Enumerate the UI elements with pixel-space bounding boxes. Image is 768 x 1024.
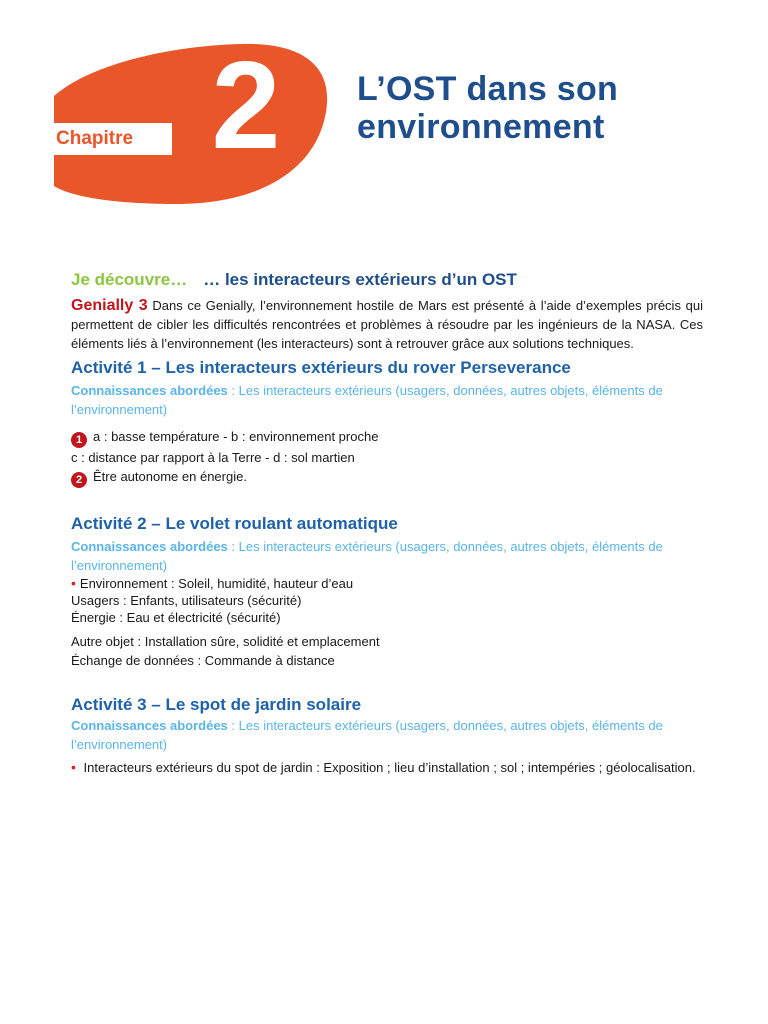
activity-1-knowledge [71,381,703,419]
main-content [71,268,703,777]
activity-2-line-3: Énergie : Eau et électricité (sécurité) [71,610,281,625]
number-badge-2: 2 [71,472,87,488]
chapter-title-line2: environnement [357,108,605,146]
activity-1-line-2: c : distance par rapport à la Terre - d : sol martien [71,450,355,465]
chapter-number: 2 [211,37,281,175]
activity-1-line-1-text: a : basse température - b : environnement proche [93,429,379,444]
discover-subtitle: … les interacteurs extérieurs d’un OST [203,270,517,289]
chapter-label: Chapitre [52,123,172,155]
activity-1-line-1 [71,427,703,448]
activity-3 [71,694,703,777]
discover-label: Je découvre… [71,270,188,289]
activity-3-knowledge [71,716,703,754]
activity-3-knowledge-text: : Les interacteurs extérieurs (usagers, données, autres objets, éléments de l’environnement) [71,718,663,752]
intro-text: Dans ce Genially, l’environnement hostile de Mars est présenté à l’aide d’exemples précis qui permettent de cibler les difficultés rencontrées et problèmes à résoudre par les ingénieurs de la NASA. Ces éléments liés à l’environnement (les interacteurs) sont à retrouver grâce aux solutions techniques. [71,298,703,351]
activity-2-knowledge-text: : Les interacteurs extérieurs (usagers, données, autres objets, éléments de l’environnement) [71,539,663,573]
activity-2-line-4: Autre objet : Installation sûre, solidité et emplacement [71,634,380,649]
activity-2-line-5: Échange de données : Commande à distance [71,653,335,668]
activity-1 [71,357,703,488]
activity-2-line-2: Usagers : Enfants, utilisateurs (sécurité) [71,593,302,608]
intro-paragraph [71,296,703,353]
activity-1-knowledge-label: Connaissances abordées [71,383,228,398]
activity-2-line-1-text: Environnement : Soleil, humidité, hauteur d’eau [79,576,354,591]
bullet-dot: • [71,759,76,775]
chapter-blob-shape [0,0,340,215]
activity-3-text [71,758,703,777]
genially-label: Genially 3 [71,297,148,314]
activity-1-line-3 [71,467,703,488]
activity-3-text-content: Interacteurs extérieurs du spot de jardin : Exposition ; lieu d’installation ; sol ; intempéries ; géolocalisation. [83,760,696,775]
activity-3-title: Activité 3 – Le spot de jardin solaire [71,695,362,714]
activity-2-line-1 [71,575,703,592]
bullet-dot: • [71,575,76,591]
activity-2-title: Activité 2 – Le volet roulant automatique [71,514,398,533]
chapter-header [0,0,768,230]
activity-1-line-3-text: Être autonome en énergie. [93,469,247,484]
activity-2-knowledge-label: Connaissances abordées [71,539,228,554]
activity-2 [71,513,703,670]
activity-2-knowledge [71,537,703,575]
activity-3-knowledge-label: Connaissances abordées [71,718,228,733]
chapter-title [357,70,618,146]
number-badge-1: 1 [71,432,87,448]
activity-1-knowledge-text: : Les interacteurs extérieurs (usagers, données, autres objets, éléments de l’environnement) [71,383,663,417]
chapter-title-line1: L’OST dans son [357,70,619,108]
discover-heading [71,268,703,292]
activity-1-title: Activité 1 – Les interacteurs extérieurs du rover Perseverance [71,358,571,377]
